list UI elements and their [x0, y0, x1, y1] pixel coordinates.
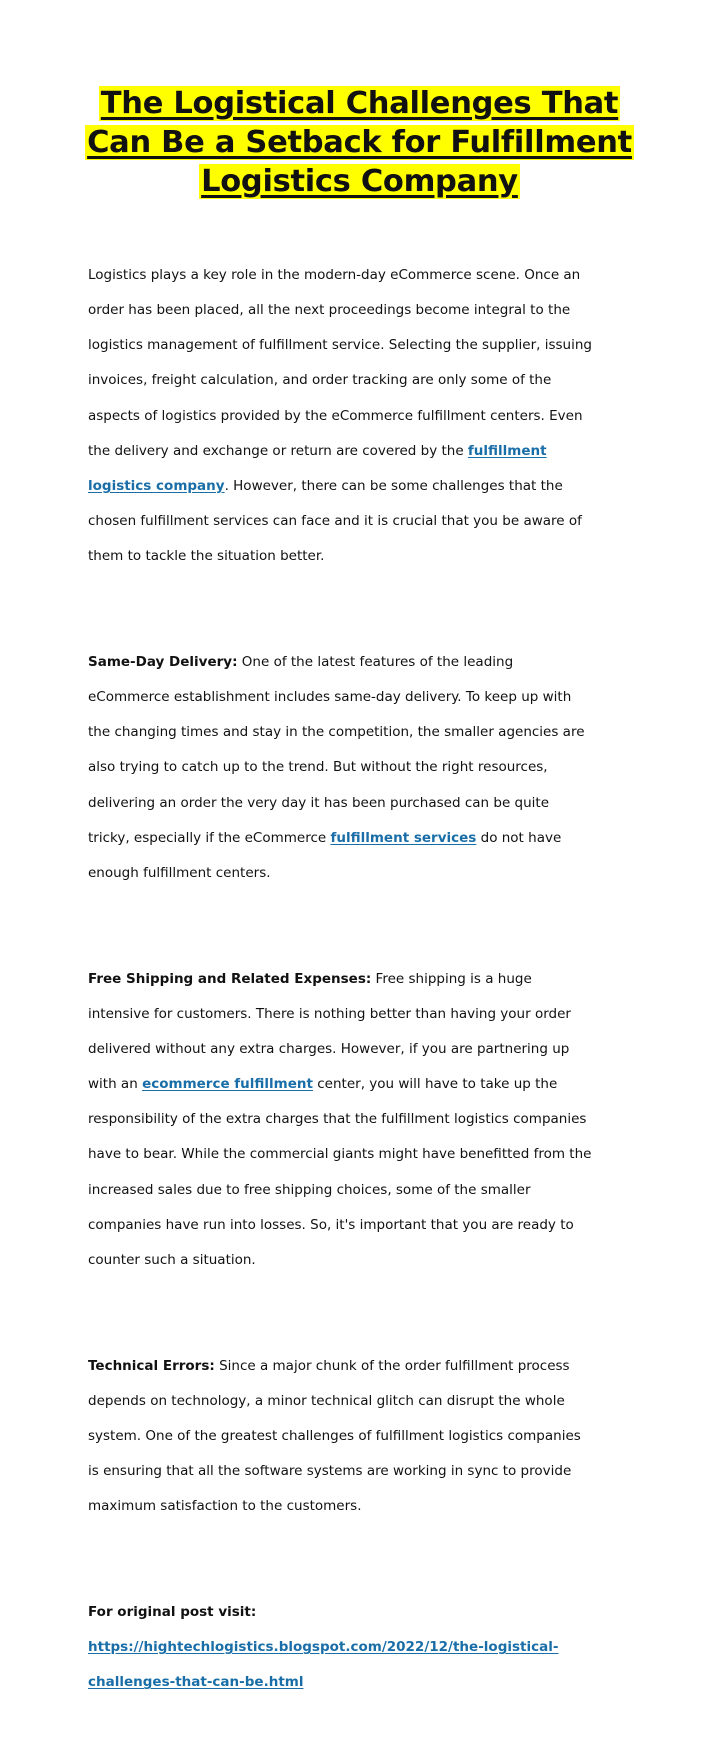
free-shipping-line: [88, 1076, 648, 1094]
same-day-line: [88, 654, 648, 672]
original-post-link-part1[interactable]: https://hightechlogistics.blogspot.com/2022/12/the-logistical-: [88, 1639, 559, 1656]
fulfillment-services-link[interactable]: fulfillment services: [330, 829, 477, 846]
technical-text: Since a major chunk of the order fulfillment process: [214, 1357, 570, 1374]
fulfillment-logistics-link-part2[interactable]: logistics company: [88, 477, 225, 494]
intro-text: . However, there can be some challenges that the: [224, 477, 563, 494]
same-day-line: enough fulfillment centers.: [88, 864, 271, 881]
free-shipping-line: counter such a situation.: [88, 1252, 256, 1269]
same-day-text: One of the latest features of the leading: [237, 653, 514, 670]
intro-line: [88, 443, 648, 461]
free-shipping-text: center, you will have to take up the: [312, 1076, 558, 1093]
free-shipping-line: companies have run into losses. So, it's important that you are ready to: [88, 1216, 574, 1233]
technical-line: depends on technology, a minor technical glitch can disrupt the whole: [88, 1392, 565, 1409]
intro-line: Logistics plays a key role in the modern-day eCommerce scene. Once an: [88, 266, 581, 283]
original-post-section: [88, 1586, 648, 1709]
technical-line: system. One of the greatest challenges of fulfillment logistics companies: [88, 1427, 581, 1444]
free-shipping-line: delivered without any extra charges. However, if you are partnering up: [88, 1040, 570, 1057]
original-post-link-part2[interactable]: challenges-that-can-be.html: [88, 1674, 304, 1691]
ecommerce-fulfillment-link[interactable]: ecommerce fulfillment: [142, 1076, 313, 1093]
same-day-line: [88, 830, 648, 848]
document-title: [60, 84, 659, 201]
same-day-heading: Same-Day Delivery:: [88, 653, 238, 670]
same-day-text: do not have: [476, 829, 562, 846]
intro-line: aspects of logistics provided by the eCommerce fulfillment centers. Even: [88, 407, 583, 424]
same-day-text: tricky, especially if the eCommerce: [88, 829, 331, 846]
free-shipping-line: [88, 971, 648, 989]
intro-paragraph: [88, 249, 648, 583]
technical-line: maximum satisfaction to the customers.: [88, 1498, 362, 1515]
free-shipping-line: have to bear. While the commercial giants might have benefitted from the: [88, 1146, 592, 1163]
intro-line: logistics management of fulfillment service. Selecting the supplier, issuing: [88, 337, 592, 354]
free-shipping-line: intensive for customers. There is nothing better than having your order: [88, 1005, 571, 1022]
free-shipping-line: increased sales due to free shipping choices, some of the smaller: [88, 1181, 531, 1198]
document-body: [88, 214, 648, 1762]
technical-line: [88, 1358, 648, 1376]
intro-line: invoices, freight calculation, and order tracking are only some of the: [88, 372, 552, 389]
intro-line: chosen fulfillment services can face and it is crucial that you be aware of: [88, 513, 582, 530]
technical-line: is ensuring that all the software systems are working in sync to provide: [88, 1463, 572, 1480]
same-day-line: delivering an order the very day it has been purchased can be quite: [88, 794, 550, 811]
same-day-paragraph: [88, 636, 648, 900]
free-shipping-text: with an: [88, 1076, 143, 1093]
free-shipping-line: responsibility of the extra charges that the fulfillment logistics companies: [88, 1111, 587, 1128]
technical-errors-heading: Technical Errors:: [88, 1357, 215, 1374]
intro-text: the delivery and exchange or return are covered by the: [88, 442, 468, 459]
intro-line: [88, 478, 648, 496]
same-day-line: also trying to catch up to the trend. But without the right resources,: [88, 759, 548, 776]
title-line-1: The Logistical Challenges That: [100, 86, 619, 121]
free-shipping-text: Free shipping is a huge: [371, 970, 532, 987]
fulfillment-logistics-link-part1[interactable]: fulfillment: [467, 442, 547, 459]
title-line-3: Logistics Company: [201, 164, 518, 199]
intro-line: them to tackle the situation better.: [88, 548, 325, 565]
original-post-url-line: [88, 1639, 648, 1657]
same-day-line: the changing times and stay in the competition, the smaller agencies are: [88, 724, 585, 741]
title-line-2: Can Be a Setback for Fulfillment: [87, 125, 632, 160]
original-post-heading: For original post visit:: [88, 1603, 257, 1620]
same-day-line: eCommerce establishment includes same-day delivery. To keep up with: [88, 689, 572, 706]
free-shipping-heading: Free Shipping and Related Expenses:: [88, 970, 372, 987]
free-shipping-paragraph: [88, 953, 648, 1287]
technical-errors-paragraph: [88, 1340, 648, 1534]
original-post-url-line: [88, 1674, 648, 1692]
intro-line: order has been placed, all the next proceedings become integral to the: [88, 301, 571, 318]
